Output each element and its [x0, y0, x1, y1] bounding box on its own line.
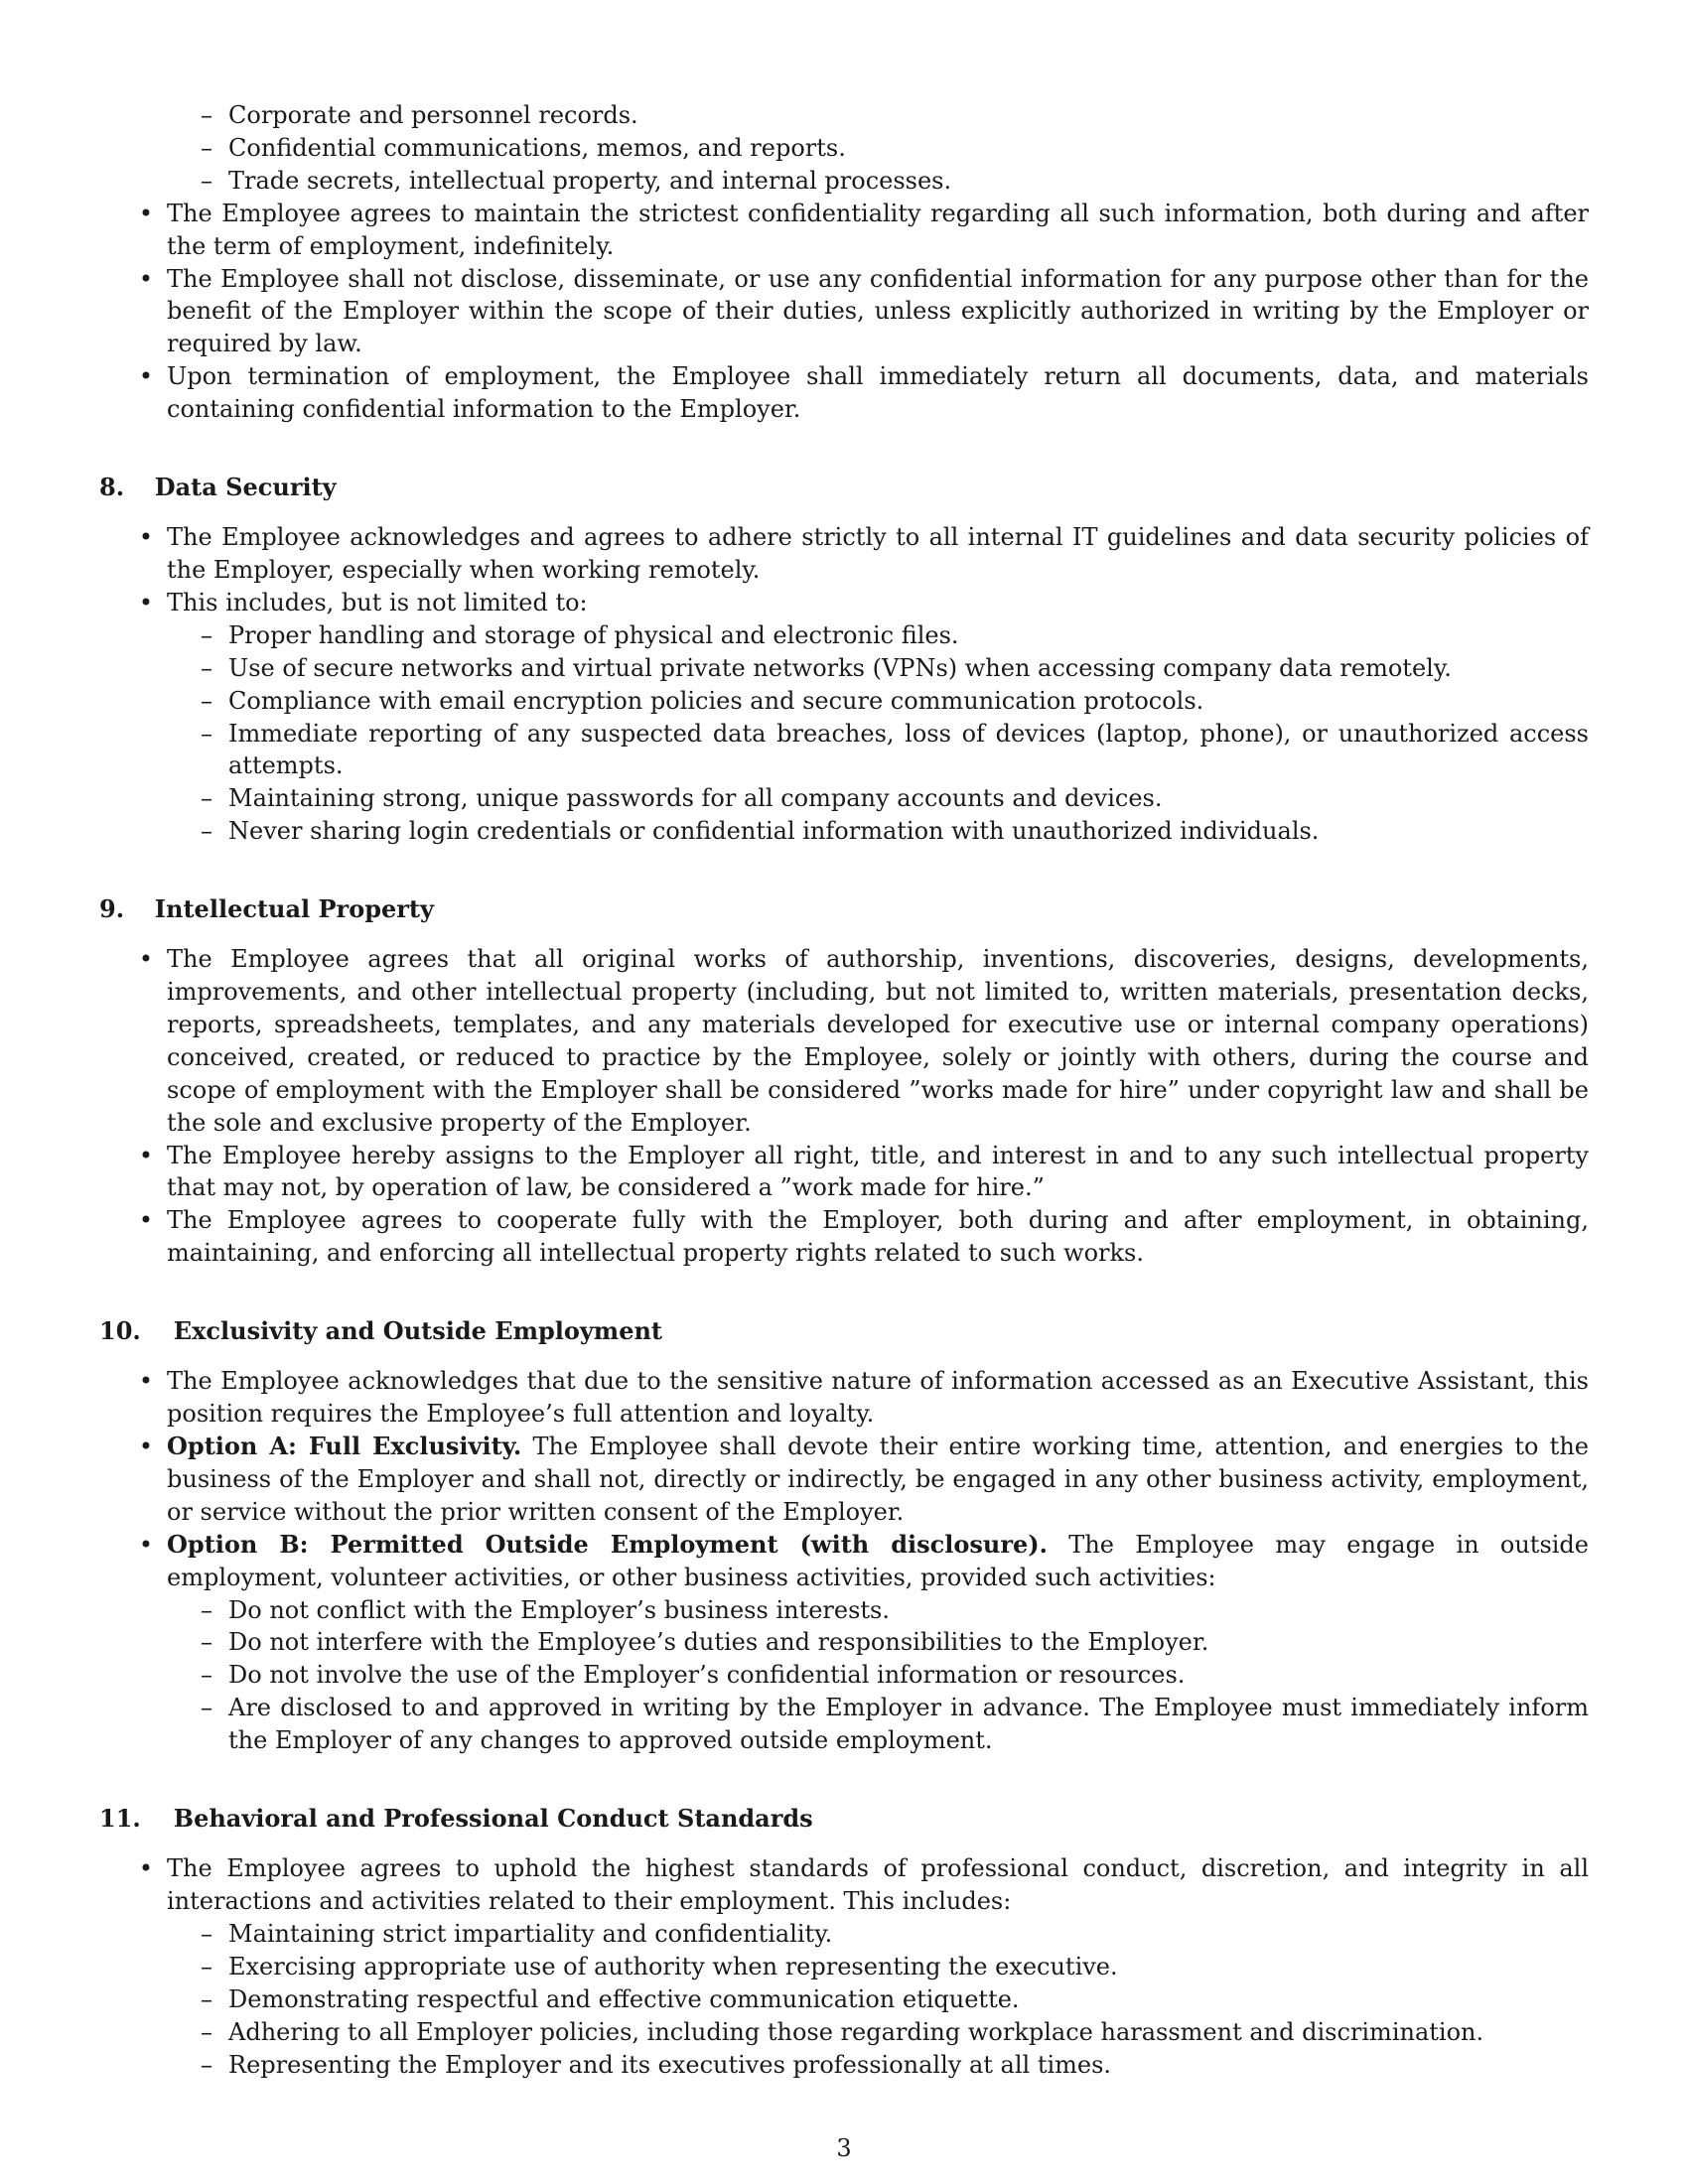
- list-item: • The Employee acknowledges that due to the sensitive nature of information accessed as an Executive Assistant, this position requires the Employee’s full attention and loyalty.: [138, 1367, 1589, 1429]
- bullet-icon: •: [138, 1367, 154, 1396]
- bullet-icon: •: [138, 362, 154, 391]
- dash-icon: –: [201, 2050, 212, 2079]
- dash-icon: –: [201, 653, 212, 682]
- list-item: • This includes, but is not limited to: – Proper handling and storage of physical and electronic files. – Use of secure networks and virtual private networks (VPNs) when accessing company data remotely. – Compliance with email encryption policies and secure communication protocols. – Immediate reporting of any suspected data breaches, loss of devices (laptop, phone), or unauthorized access attempts. – Maintaining strong, unique passwords for all company accounts and devices. – Never sharing login credentials or confidential information with unauthorized individuals.: [99, 587, 1589, 848]
- dash-icon: –: [201, 1628, 212, 1657]
- section-11-sublist: [167, 1918, 1589, 2082]
- section-8-bullets: [99, 521, 1589, 848]
- dash-icon: –: [201, 1661, 212, 1690]
- list-item: – Exercising appropriate use of authority when representing the executive.: [167, 1951, 1589, 1983]
- list-item: – Representing the Employer and its executives professionally at all times.: [167, 2049, 1589, 2082]
- bullet-icon: •: [138, 588, 154, 616]
- intro-bullets: [99, 198, 1589, 426]
- list-item: – Use of secure networks and virtual private networks (VPNs) when accessing company data remotely.: [167, 652, 1589, 685]
- list-item: – Proper handling and storage of physical and electronic files.: [167, 619, 1589, 652]
- list-item: • Option B: Permitted Outside Employment (with disclosure). The Employee may engage in outside employment, volunteer activities, or other business activities, provided such activities: – Do not conflict with the Employer’s business interests. – Do not interfere with the Employee’s duties and responsibilities to the Employer. – Do not involve the use of the Employer’s confidential information or resources. – Are disclosed to and approved in writing by the Employer in advance. The Employee must immediately inform the Employer of any changes to approved outside employment.: [99, 1529, 1589, 1757]
- dash-icon: –: [201, 817, 212, 846]
- list-item: – Corporate and personnel records.: [167, 99, 1589, 132]
- list-item: – Never sharing login credentials or confidential information with unauthorized individuals.: [167, 815, 1589, 848]
- dash-icon: –: [201, 166, 212, 195]
- bullet-icon: •: [138, 945, 154, 974]
- section-heading-conduct-standards: 11. Behavioral and Professional Conduct Standards: [99, 1804, 813, 1834]
- bullet-icon: •: [138, 199, 154, 227]
- list-item: – Confidential communications, memos, and reports.: [167, 132, 1589, 165]
- dash-icon: –: [201, 1919, 212, 1948]
- list-item: • The Employee agrees to cooperate fully with the Employer, both during and after employment, in obtaining, maintaining, and enforcing all intellectual property rights related to such works.: [138, 1206, 1589, 1268]
- list-item: • The Employee agrees that all original works of authorship, inventions, discoveries, designs, developments, improvements, and other intellectual property (including, but not limited to, written materials, presentation decks, reports, spreadsheets, templates, and any materials developed for executive use or internal company operations) conceived, created, or reduced to practice by the Employee, solely or jointly with others, during the course and scope of employment with the Employer shall be considered ”works made for hire” under copyright law and shall be the sole and exclusive property of the Employer.: [138, 945, 1589, 1137]
- dash-icon: –: [201, 686, 212, 715]
- dash-icon: –: [201, 1984, 212, 2013]
- dash-icon: –: [201, 620, 212, 649]
- bullet-icon: •: [138, 264, 154, 293]
- bullet-icon: •: [138, 1433, 154, 1460]
- list-item: – Are disclosed to and approved in writing by the Employer in advance. The Employee must immediately inform the Employer of any changes to approved outside employment.: [167, 1692, 1589, 1757]
- section-11-bullets: [99, 1852, 1589, 2081]
- list-item: • Option A: Full Exclusivity. The Employee shall devote their entire working time, attention, and energies to the business of the Employer and shall not, directly or indirectly, be engaged in any other business activity, employment, or service without the prior written consent of the Employer.: [138, 1432, 1589, 1526]
- list-item: – Do not conflict with the Employer’s business interests.: [167, 1594, 1589, 1627]
- list-item: – Compliance with email encryption policies and secure communication protocols.: [167, 685, 1589, 718]
- section-10-sublist: [167, 1594, 1589, 1758]
- list-item: • Upon termination of employment, the Employee shall immediately return all documents, data, and materials containing confidential information to the Employer.: [138, 362, 1589, 424]
- list-item: – Trade secrets, intellectual property, and internal processes.: [167, 165, 1589, 198]
- list-item: – Do not involve the use of the Employer’s confidential information or resources.: [167, 1659, 1589, 1692]
- section-heading-exclusivity: 10. Exclusivity and Outside Employment: [99, 1316, 663, 1346]
- section-heading-intellectual-property: 9. Intellectual Property: [99, 894, 434, 924]
- option-b-label: Option B: Permitted Outside Employment (with disclosure).: [167, 1529, 1048, 1559]
- bullet-icon: •: [138, 1141, 154, 1169]
- bullet-icon: •: [138, 523, 154, 552]
- dash-icon: –: [201, 784, 212, 813]
- list-item: • The Employee agrees to maintain the strictest confidentiality regarding all such information, both during and after the term of employment, indefinitely.: [138, 199, 1589, 260]
- dash-icon: –: [201, 1595, 212, 1624]
- dash-icon: –: [201, 2017, 212, 2046]
- list-item: – Demonstrating respectful and effective communication etiquette.: [167, 1983, 1589, 2016]
- dash-icon: –: [201, 133, 212, 162]
- bullet-icon: •: [138, 1206, 154, 1235]
- list-item: • The Employee hereby assigns to the Employer all right, title, and interest in and to any such intellectual property that may not, by operation of law, be considered a ”work made for hire.”: [138, 1141, 1589, 1202]
- dash-icon: –: [201, 1952, 212, 1980]
- section-heading-data-security: 8. Data Security: [99, 473, 337, 502]
- section-9-bullets: [99, 943, 1589, 1270]
- list-item: – Adhering to all Employer policies, including those regarding workplace harassment and discrimination.: [167, 2016, 1589, 2049]
- list-item: – Maintaining strict impartiality and confidentiality.: [167, 1918, 1589, 1951]
- dash-icon: –: [201, 719, 212, 748]
- list-item: • The Employee agrees to uphold the highest standards of professional conduct, discretion, and integrity in all interactions and activities related to their employment. This includes: – Maintaining strict impartiality and confidentiality. – Exercising appropriate use of authority when representing the executive. – Demonstrating respectful and effective communication etiquette. – Adhering to all Employer policies, including those regarding workplace harassment and discrimination. – Representing the Employer and its executives professionally at all times.: [99, 1852, 1589, 2081]
- page-number: 3: [836, 2134, 852, 2162]
- section-8-sublist: [167, 619, 1589, 848]
- list-item: – Do not interfere with the Employee’s duties and responsibilities to the Employer.: [167, 1626, 1589, 1659]
- bullet-icon: •: [138, 1854, 154, 1883]
- list-item: • The Employee shall not disclose, disseminate, or use any confidential information for any purpose other than for the benefit of the Employer within the scope of their duties, unless explicitly authorized in writing by the Employer or required by law.: [138, 264, 1589, 358]
- section-10-bullets: [99, 1365, 1589, 1757]
- option-a-label: Option A: Full Exclusivity.: [167, 1432, 522, 1460]
- list-item: – Immediate reporting of any suspected data breaches, loss of devices (laptop, phone), or unauthorized access attempts.: [167, 718, 1589, 783]
- page-content: [99, 99, 1589, 2081]
- bullet-icon: •: [138, 1530, 154, 1559]
- dash-icon: –: [201, 101, 212, 129]
- intro-sublist: [99, 99, 1589, 198]
- list-item: • The Employee acknowledges and agrees to adhere strictly to all internal IT guidelines and data security policies of the Employer, especially when working remotely.: [138, 523, 1589, 584]
- dash-icon: –: [201, 1694, 212, 1722]
- list-item: – Maintaining strong, unique passwords for all company accounts and devices.: [167, 782, 1589, 815]
